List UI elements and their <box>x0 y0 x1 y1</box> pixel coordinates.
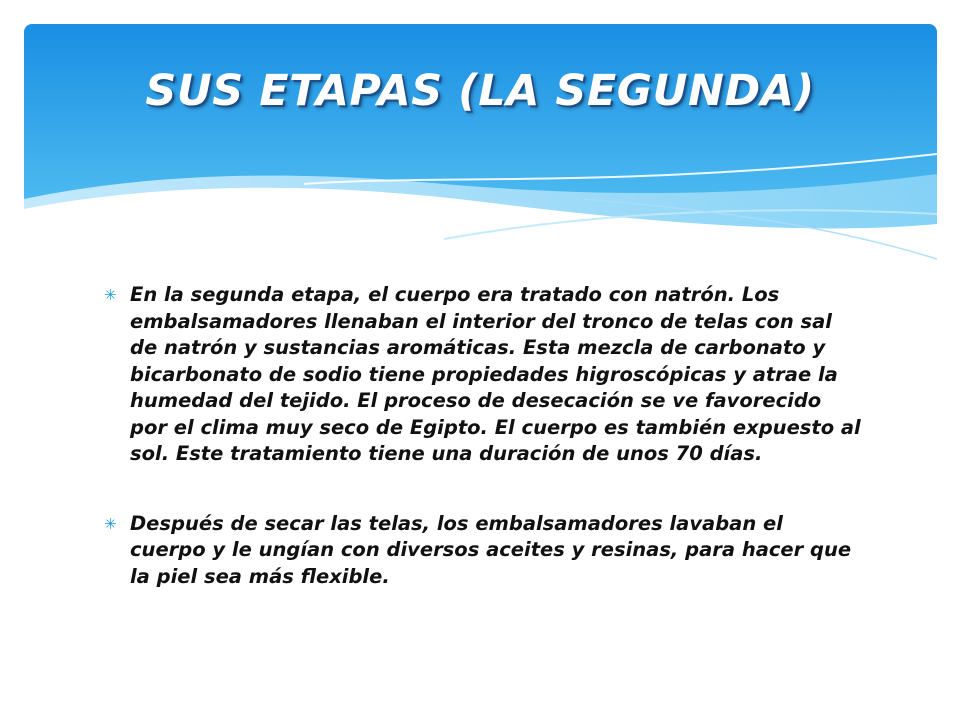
header-wave-graphic <box>24 24 937 264</box>
slide-title: SUS ETAPAS (LA SEGUNDA) <box>145 66 815 116</box>
header-band <box>24 24 937 264</box>
bullet-list <box>104 282 864 633</box>
bullet-text-2: Después de secar las telas, los embalsamadores lavaban el cuerpo y le ungían con diversos aceites y resinas, para hacer que la piel sea más flexible. <box>130 511 852 588</box>
bullet-item-2 <box>104 511 864 591</box>
asterisk-bullet-icon: ✳ <box>104 286 117 304</box>
bullet-item-1 <box>104 282 864 468</box>
bullet-text-1: En la segunda etapa, el cuerpo era tratado con natrón. Los embalsamadores llenaban el interior del tronco de telas con sal de natrón y sustancias aromáticas. Esta mezcla de carbonato y bicarbonato de sodio tiene propiedades higroscópicas y atrae la humedad del tejido. El proceso de desecación se ve favorecido por el clima muy seco de Egipto. El cuerpo es también expuesto al sol. Este tratamiento tiene una duración de unos 70 días. <box>130 283 861 465</box>
asterisk-bullet-icon: ✳ <box>104 514 117 533</box>
